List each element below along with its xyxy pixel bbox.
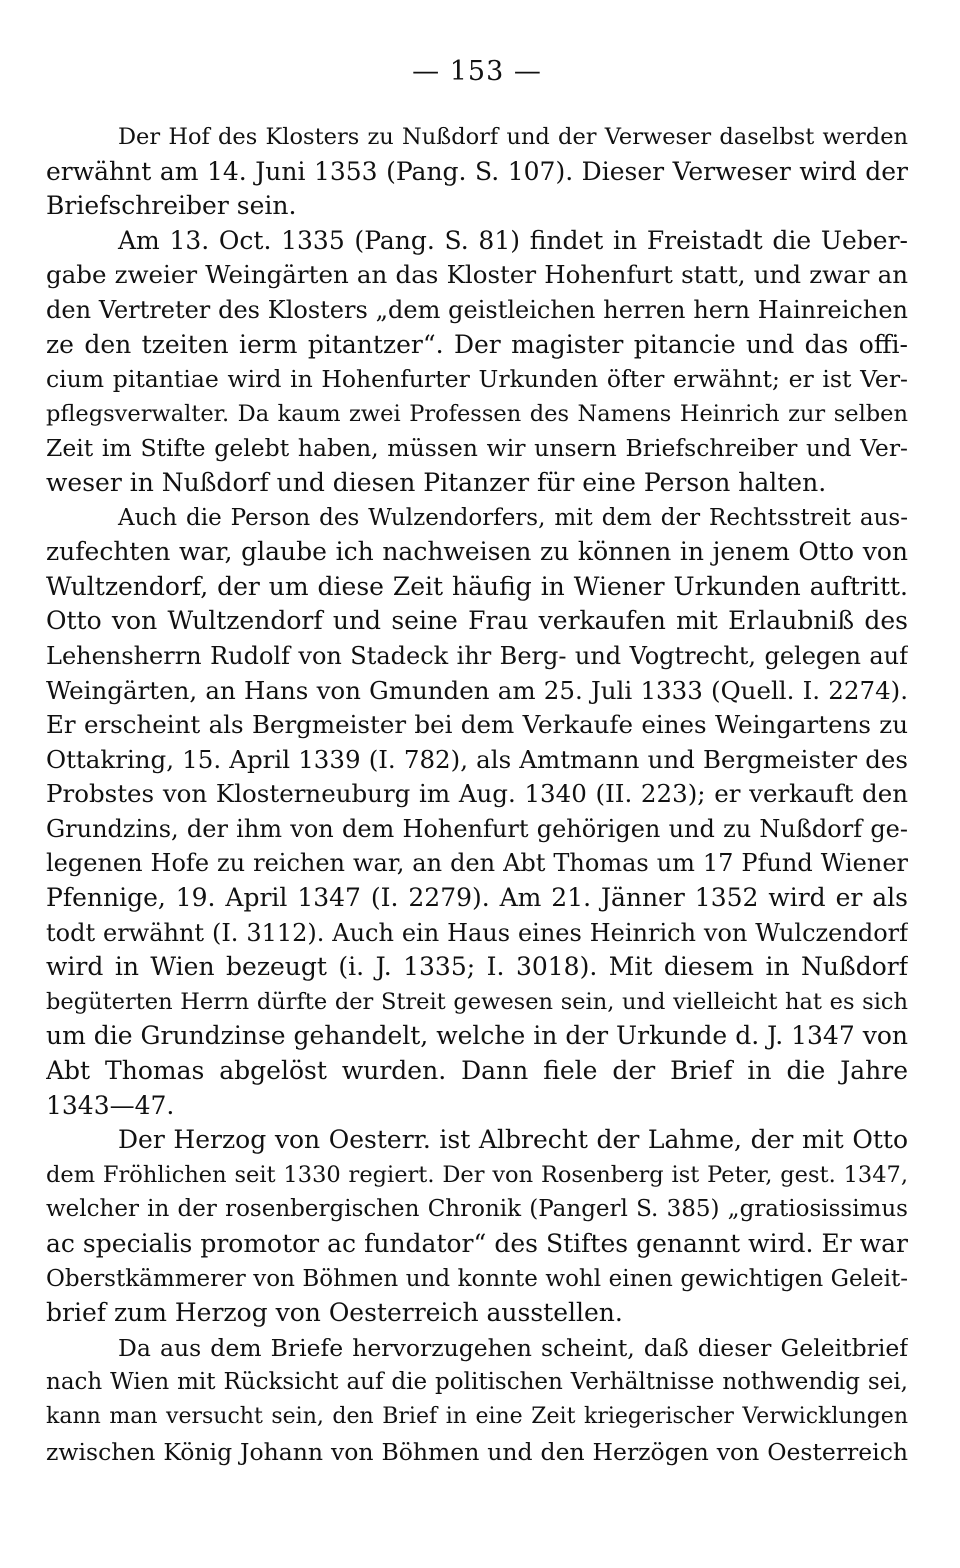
text-line: begüterten Herrn dürfte der Streit gewesen sein, und vielleicht hat es sich [46,988,908,1015]
text-line: Lehensherrn Rudolf von Stadeck ihr Berg- und Vogtrecht, gelegen auf [46,641,908,670]
text-line: welcher in der rosenbergischen Chronik (Pangerl S. 385) „gratiosissimus [46,1196,908,1223]
text-line: Oberstkämmerer von Böhmen und konnte wohl einen gewichtigen Geleit- [46,1265,908,1292]
text-line: Wultzendorf, der um diese Zeit häufig in Wiener Urkunden auftritt. [46,571,908,601]
text-line: legenen Hofe zu reichen war, an den Abt Thomas um 17 Pfund Wiener [46,849,908,878]
text-line: 1343—47. [46,1090,175,1120]
text-line: zufechten war, glaube ich nachweisen zu können in jenem Otto von [46,537,908,567]
text-line: Der Herzog von Oesterr. ist Albrecht der Lahme, der mit Otto [118,1125,908,1155]
page-number: — 153 — [412,56,542,87]
text-line: ze den tzeiten ierm pitantzer“. Der magister pitancie und das offi- [46,329,908,359]
text-line: brief zum Herzog von Oesterreich ausstellen. [46,1298,623,1328]
paragraph-4 [46,1123,908,1331]
text-line: Pfennige, 19. April 1347 (I. 2279). Am 21. Jänner 1352 wird er als [46,883,908,913]
text-line: Abt Thomas abgelöst wurden. Dann fiele der Brief in die Jahre [46,1056,908,1086]
text-line: weser in Nußdorf und diesen Pitanzer für eine Person halten. [46,467,827,497]
text-line: Der Hof des Klosters zu Nußdorf und der Verweser daselbst werden [118,124,908,150]
text-line: dem Fröhlichen seit 1330 regiert. Der von Rosenberg ist Peter, gest. 1347, [46,1161,908,1188]
text-line: Grundzins, der ihm von dem Hohenfurt gehörigen und zu Nußdorf ge- [46,814,908,843]
text-line: nach Wien mit Rücksicht auf die politischen Verhältnisse nothwendig sei, [46,1369,908,1396]
text-line: Otto von Wultzendorf und seine Frau verkaufen mit Erlaubniß des [46,606,908,636]
paragraph-2 [46,224,908,501]
text-line: cium pitantiae wird in Hohenfurter Urkunden öfter erwähnt; er ist Ver- [46,365,908,394]
document-page [46,52,908,1469]
text-line: pflegsverwalter. Da kaum zwei Professen des Namens Heinrich zur selben [46,400,908,427]
paragraph-1 [46,120,908,224]
text-line: ac specialis promotor ac fundator“ des Stiftes genannt wird. Er war [46,1229,908,1258]
text-line: gabe zweier Weingärten an das Kloster Hohenfurt statt, und zwar an [46,260,908,290]
text-line: Auch die Person des Wulzendorfers, mit dem der Rechtsstreit aus- [118,504,908,531]
text-line: Probstes von Klosterneuburg im Aug. 1340 (II. 223); er verkauft den [46,779,908,809]
paragraph-5 [46,1331,908,1469]
text-line: Weingärten, an Hans von Gmunden am 25. Juli 1333 (Quell. I. 2274). [46,675,908,705]
text-line: erwähnt am 14. Juni 1353 (Pang. S. 107). Dieser Verweser wird der [46,156,908,186]
paragraph-3 [46,501,908,1124]
text-line: Da aus dem Briefe hervorzugehen scheint, daß dieser Geleitbrief [118,1333,908,1362]
text-line: Briefschreiber sein. [46,191,297,221]
text-line: den Vertreter des Klosters „dem geistleichen herren hern Hainreichen [46,295,908,324]
text-line: wird in Wien bezeugt (i. J. 1335; I. 3018). Mit diesem in Nußdorf [46,952,908,982]
text-line: um die Grundzinse gehandelt, welche in der Urkunde d. J. 1347 von [46,1021,908,1051]
text-line: Er erscheint als Bergmeister bei dem Verkaufe eines Weingartens zu [46,710,908,740]
text-line: kann man versucht sein, den Brief in eine Zeit kriegerischer Verwicklungen [46,1403,908,1429]
text-line: Am 13. Oct. 1335 (Pang. S. 81) findet in Freistadt die Ueber- [118,225,908,255]
text-line: zwischen König Johann von Böhmen und den Herzögen von Oesterreich [46,1437,908,1466]
text-line: Ottakring, 15. April 1339 (I. 782), als Amtmann und Bergmeister des [46,744,908,774]
text-line: todt erwähnt (I. 3112). Auch ein Haus eines Heinrich von Wulczendorf [46,918,908,947]
text-line: Zeit im Stifte gelebt haben, müssen wir unsern Briefschreiber und Ver- [46,434,908,463]
